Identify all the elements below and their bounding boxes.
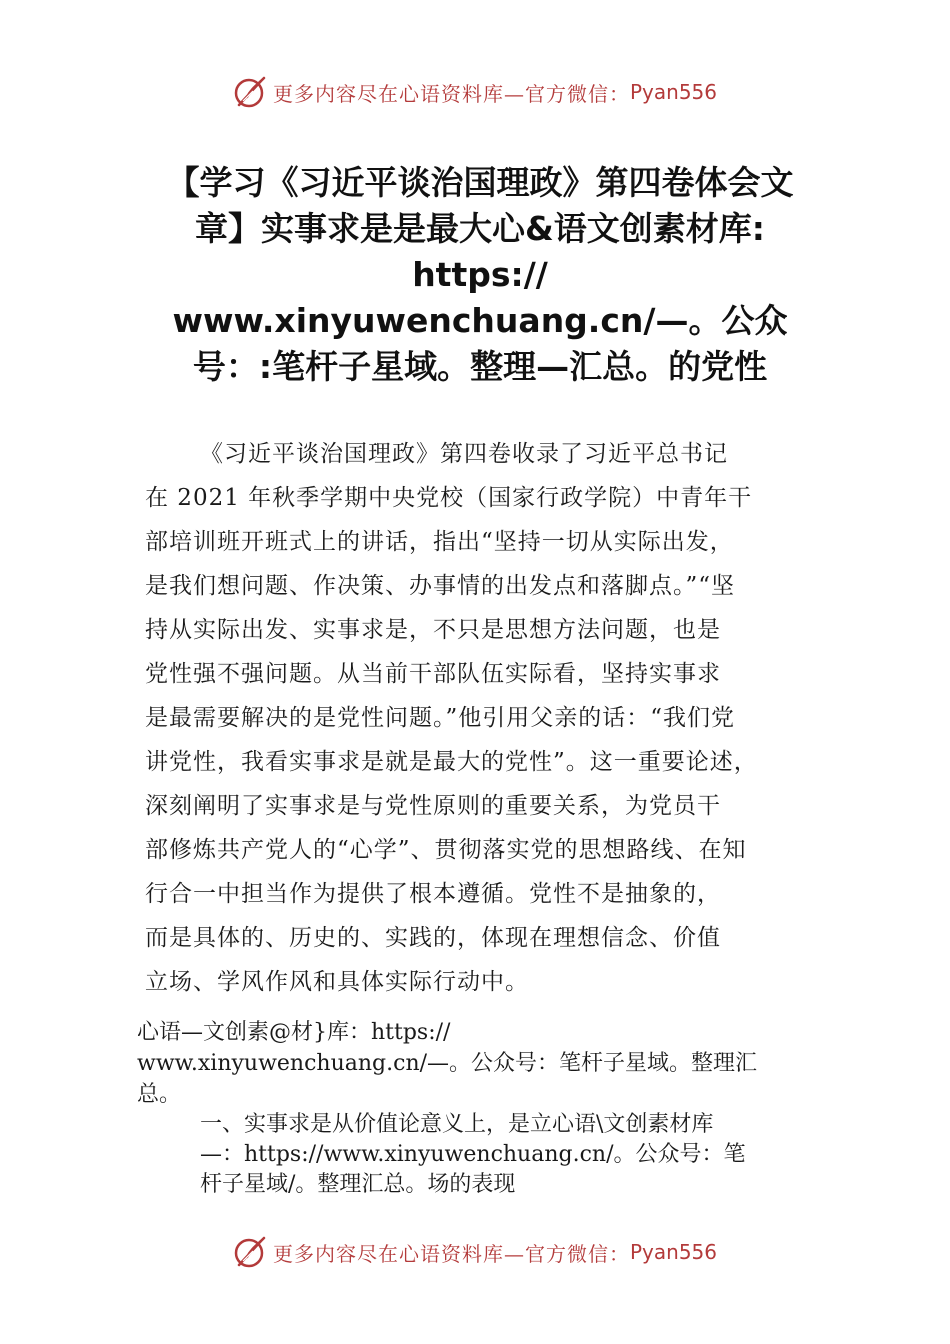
body-line: 讲党性，我看实事求是就是最大的党性”。这一重要论述， [145,749,758,775]
body-line: 《习近平谈治国理政》第四卷收录了习近平总书记 [200,441,728,467]
note-line: www.xinyuwenchuang.cn/—。公众号：笔杆子星域。整理汇 [137,1051,758,1076]
footer-banner [0,1230,950,1274]
note-line: 总。 [137,1082,182,1107]
body-line: 行合一中担当作为提供了根本遵循。党性不是抽象的， [145,881,721,907]
section-line: 一、实事求是从价值论意义上，是立心语\文创素材库 [200,1112,714,1137]
section-heading [200,1110,840,1200]
banner-wechat-id: Pyan556 [629,1240,717,1264]
header-banner [0,70,950,114]
source-note [137,1017,837,1110]
title-line: 号：:笔杆子星域。整理—汇总。的党性 [192,347,768,386]
body-line: 而是具体的、历史的、实践的，体现在理想信念、价值 [145,925,721,951]
body-line: 在 2021 年秋季学期中央党校（国家行政学院）中青年干 [145,485,753,511]
body-line: 党性强不强问题。从当前干部队伍实际看，坚持实事求 [145,661,721,687]
title-line: https:// [412,255,548,294]
body-line: 部修炼共产党人的“心学”、贯彻落实党的思想路线、在知 [145,837,747,863]
body-line: 立场、学风作风和具体实际行动中。 [145,969,529,995]
feather-pen-circle-logo-icon [233,1235,267,1269]
note-line: 心语—文创素@材}库：https:// [137,1020,451,1045]
body-line: 深刻阐明了实事求是与党性原则的重要关系，为党员干 [145,793,721,819]
body-line: 持从实际出发、实事求是，不只是思想方法问题，也是 [145,617,721,643]
body-line: 是最需要解决的是党性问题。”他引用父亲的话：“我们党 [145,705,736,731]
title-line: 【学习《习近平谈治国理政》第四卷体会文 [166,163,794,202]
body-line: 部培训班开班式上的讲话，指出“坚持一切从实际出发， [145,529,734,555]
body-paragraph [145,432,825,1004]
title-line: www.xinyuwenchuang.cn/—。公众 [172,301,788,340]
section-line: 杆子星域/。整理汇总。场的表现 [200,1172,516,1197]
body-line: 是我们想问题、作决策、办事情的出发点和落脚点。”“坚 [145,573,736,599]
banner-wechat-id: Pyan556 [629,80,717,104]
document-title [140,160,820,390]
banner-text: 更多内容尽在心语资料库—官方微信： [272,81,630,106]
title-line: 章】实事求是是最大心&语文创素材库: [195,209,765,248]
banner-text: 更多内容尽在心语资料库—官方微信： [272,1241,630,1266]
feather-pen-circle-logo-icon [233,75,267,109]
section-line: —：https://www.xinyuwenchuang.cn/。公众号：笔 [200,1142,746,1167]
